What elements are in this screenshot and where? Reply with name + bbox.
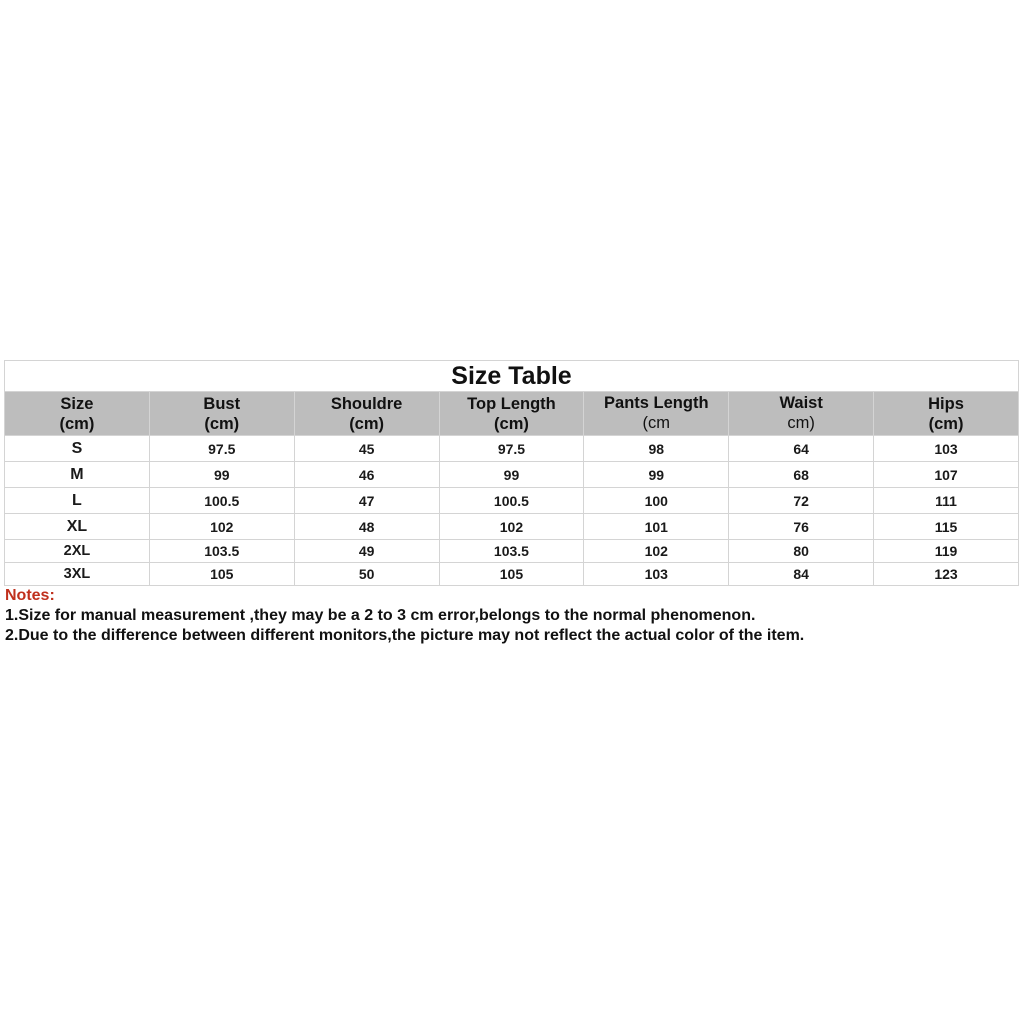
header-bust-label: Bust (203, 394, 241, 413)
note-line-1: 1.Size for manual measurement ,they may be a 2 to 3 cm error,belongs to the normal phenomenon. (5, 607, 756, 624)
shoulder-cell: 47 (294, 488, 439, 514)
bust-cell: 99 (149, 462, 294, 488)
header-bust-unit: (cm) (204, 414, 240, 433)
top-length-cell: 99 (439, 462, 584, 488)
size-cell: XL (5, 514, 150, 540)
header-shoulder-label: Shouldre (330, 394, 403, 413)
hips-cell: 119 (874, 540, 1019, 563)
pants-length-cell: 99 (584, 462, 729, 488)
pants-length-cell: 98 (584, 436, 729, 462)
hips-cell: 111 (874, 488, 1019, 514)
size-cell: 3XL (5, 563, 150, 586)
notes-title: Notes: (5, 587, 55, 604)
header-row (5, 392, 1019, 436)
header-hips-label: Hips (928, 394, 964, 413)
header-hips-unit: (cm) (928, 414, 964, 433)
table-title: Size Table (5, 361, 1019, 392)
bust-cell: 103.5 (149, 540, 294, 563)
pants-length-cell: 102 (584, 540, 729, 563)
top-length-cell: 100.5 (439, 488, 584, 514)
shoulder-cell: 46 (294, 462, 439, 488)
table-row (5, 563, 1019, 586)
table-row (5, 514, 1019, 540)
waist-cell: 72 (729, 488, 874, 514)
pants-length-cell: 101 (584, 514, 729, 540)
size-cell: 2XL (5, 540, 150, 563)
header-waist-unit: cm) (787, 414, 815, 432)
pants-length-cell: 100 (584, 488, 729, 514)
shoulder-cell: 49 (294, 540, 439, 563)
table-row (5, 488, 1019, 514)
bust-cell: 105 (149, 563, 294, 586)
size-cell: S (5, 436, 150, 462)
waist-cell: 64 (729, 436, 874, 462)
table-row (5, 462, 1019, 488)
bust-cell: 102 (149, 514, 294, 540)
size-table (4, 360, 1019, 586)
top-length-cell: 102 (439, 514, 584, 540)
shoulder-cell: 50 (294, 563, 439, 586)
top-length-cell: 103.5 (439, 540, 584, 563)
size-cell: L (5, 488, 150, 514)
note-line-2: 2.Due to the difference between different monitors,the picture may not reflect the actual color of the item. (5, 627, 805, 644)
header-pants-length-label: Pants Length (604, 394, 709, 412)
waist-cell: 80 (729, 540, 874, 563)
header-top-length-label: Top Length (467, 394, 556, 413)
notes-section (4, 586, 1019, 646)
top-length-cell: 97.5 (439, 436, 584, 462)
waist-cell: 76 (729, 514, 874, 540)
hips-cell: 103 (874, 436, 1019, 462)
bust-cell: 97.5 (149, 436, 294, 462)
header-size-unit: (cm) (59, 414, 95, 433)
top-length-cell: 105 (439, 563, 584, 586)
header-pants-length-unit: (cm (642, 414, 671, 432)
hips-cell: 123 (874, 563, 1019, 586)
header-bust (149, 392, 294, 436)
header-hips (874, 392, 1019, 436)
size-chart (4, 360, 1019, 646)
waist-cell: 68 (729, 462, 874, 488)
header-waist (729, 392, 874, 436)
header-pants-length (584, 392, 729, 436)
header-shoulder-unit: (cm) (349, 414, 385, 433)
header-shoulder (294, 392, 439, 436)
header-size (5, 392, 150, 436)
size-cell: M (5, 462, 150, 488)
pants-length-cell: 103 (584, 563, 729, 586)
shoulder-cell: 45 (294, 436, 439, 462)
table-row (5, 436, 1019, 462)
table-row (5, 540, 1019, 563)
waist-cell: 84 (729, 563, 874, 586)
header-top-length (439, 392, 584, 436)
hips-cell: 107 (874, 462, 1019, 488)
header-top-length-unit: (cm) (494, 414, 529, 433)
title-row (5, 361, 1019, 392)
bust-cell: 100.5 (149, 488, 294, 514)
hips-cell: 115 (874, 514, 1019, 540)
shoulder-cell: 48 (294, 514, 439, 540)
header-waist-label: Waist (779, 394, 823, 412)
header-size-label: Size (60, 394, 94, 413)
